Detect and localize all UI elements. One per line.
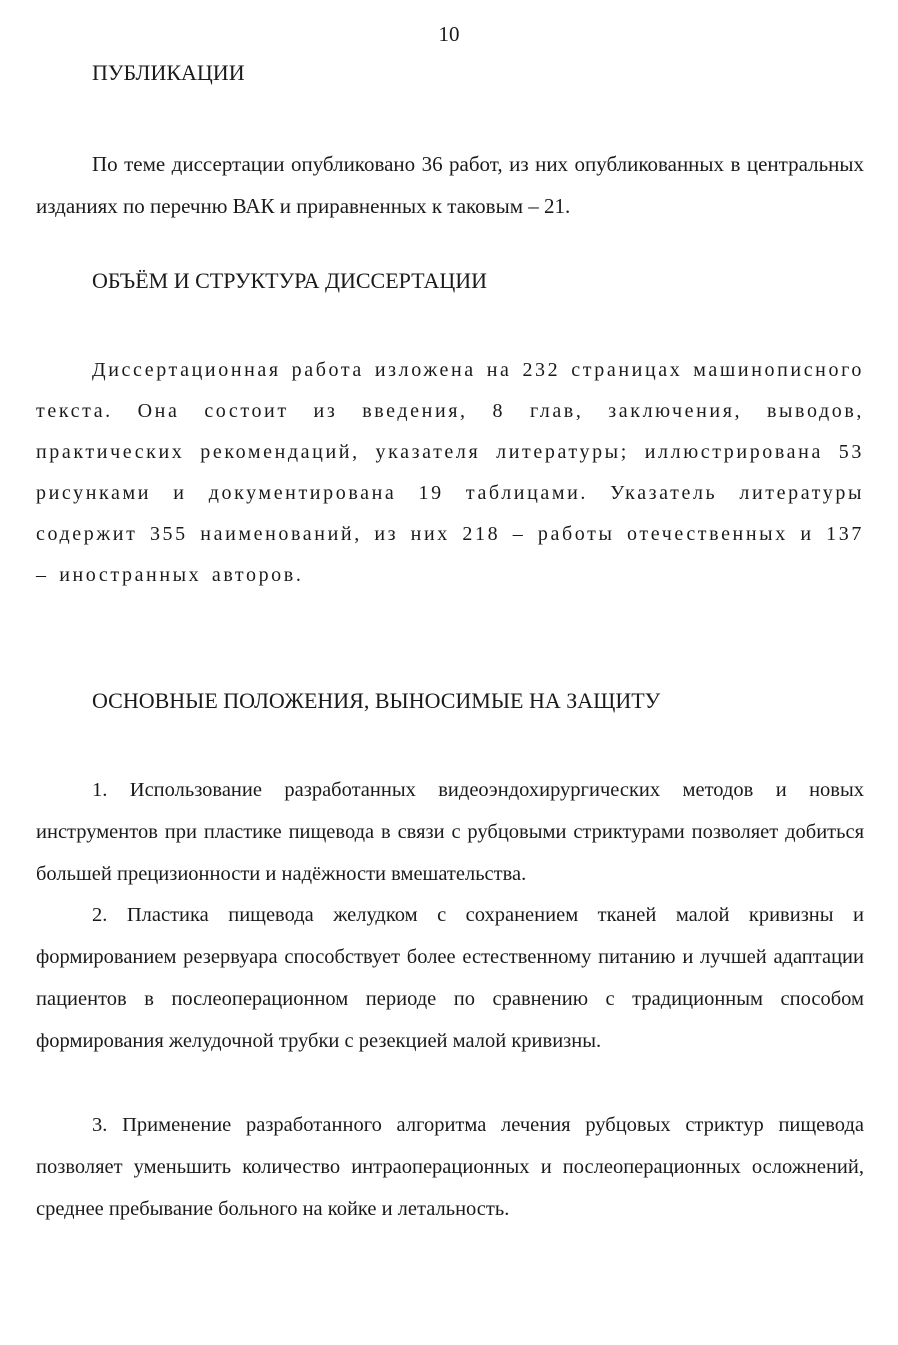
heading-structure: ОБЪЁМ И СТРУКТУРА ДИССЕРТАЦИИ [92,268,488,293]
paragraph-publications: По теме диссертации опубликовано 36 работ, из них опубликованных в центральных изданиях по перечню ВАК и приравненных к таковым – 21. [36,152,864,218]
thesis-item-3: 3. Применение разработанного алгоритма лечения рубцовых стриктур пищевода позволяет уменьшить количество интраоперационных и послеоперационных осложнений, среднее пребывание больного на койке и летальность. [36,1114,864,1220]
paragraph-structure: Диссертационная работа изложена на 232 страницах машинописного текста. Она состоит из введения, 8 глав, заключения, выводов, практических рекомендаций, указателя литературы; иллюстрирована 53 рисунками и документирована 19 таблицами. Указатель литературы содержит 355 наименований, из них 218 – работы отечественных и 137 – иностранных авторов. [36,359,864,586]
thesis-item-1: 1. Использование разработанных видеоэндохирургических методов и новых инструментов при пластике пищевода в связи с рубцовыми стриктурами позволяет добиться большей прецизионности и надёжности вмешательства. [36,779,864,885]
heading-theses: ОСНОВНЫЕ ПОЛОЖЕНИЯ, ВЫНОСИМЫЕ НА ЗАЩИТУ [92,688,661,713]
page-number: 10 [438,22,460,46]
thesis-item-2: 2. Пластика пищевода желудком с сохранением тканей малой кривизны и формированием резервуара способствует более естественному питанию и лучшей адаптации пациентов в послеоперационном периоде по сравнению с традиционным способом формирования желудочной трубки с резекцией малой кривизны. [36,904,864,1052]
heading-publications: ПУБЛИКАЦИИ [92,60,245,85]
